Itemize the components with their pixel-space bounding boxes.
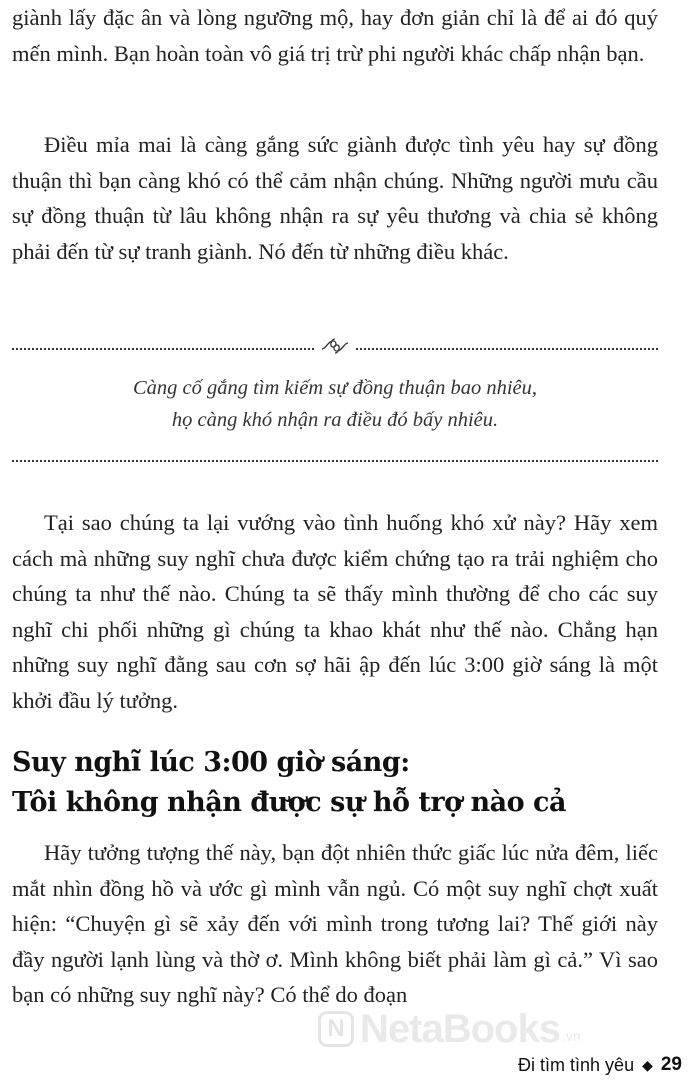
pull-quote-line-2: họ càng khó nhận ra điều đó bấy nhiêu. <box>171 409 499 431</box>
ornament-flourish-icon <box>314 337 356 357</box>
diamond-icon: ◆ <box>642 1056 653 1073</box>
watermark-suffix: .vn <box>561 1028 581 1044</box>
section-heading-line-1: Suy nghĩ lúc 3:00 giờ sáng: <box>12 747 410 778</box>
page-footer <box>518 1054 682 1076</box>
running-title: Đi tìm tình yêu <box>518 1054 635 1075</box>
page-number: 29 <box>660 1054 682 1075</box>
paragraph-continued: giành lấy đặc ân và lòng ngưỡng mộ, hay đơn giản chỉ là để ai đó quý mến mình. Bạn hoàn toàn vô giá trị trừ phi người khác chấp nhận bạn. <box>12 5 658 66</box>
pull-quote-line-1: Càng cố gắng tìm kiếm sự đồng thuận bao nhiêu, <box>132 377 538 399</box>
pull-quote <box>12 372 658 436</box>
netabooks-logo-icon: N <box>318 1011 354 1047</box>
quote-divider-bottom <box>12 460 658 462</box>
quote-divider-top <box>12 348 658 350</box>
netabooks-watermark <box>318 1004 581 1054</box>
paragraph-imagine: Hãy tưởng tượng thế này, bạn đột nhiên thức giấc lúc nửa đêm, liếc mắt nhìn đồng hồ và ước gì mình vẫn ngủ. Có một suy nghĩ chợt xuất hiện: “Chuyện gì sẽ xảy đến với mình trong tương lai? Thế giới này đầy người lạnh lùng và thờ ơ. Mình không biết phải làm gì cả.” Vì sao bạn có những suy nghĩ này? Có thể do đoạn <box>12 840 658 1007</box>
paragraph-irony: Điều mỉa mai là càng gắng sức giành được tình yêu hay sự đồng thuận thì bạn càng khó có thể cảm nhận chúng. Những người mưu cầu sự đồng thuận từ lâu không nhận ra sự yêu thương và chia sẻ không phải đến từ sự tranh giành. Nó đến từ những điều khác. <box>12 132 658 264</box>
paragraph-dilemma: Tại sao chúng ta lại vướng vào tình huống khó xử này? Hãy xem cách mà những suy nghĩ chưa được kiểm chứng tạo ra trải nghiệm cho chúng ta như thế nào. Chúng ta sẽ thấy mình thường để cho các suy nghĩ chi phối những gì chúng ta khao khát như thế nào. Chẳng hạn những suy nghĩ đằng sau cơn sợ hãi ập đến lúc 3:00 giờ sáng là một khởi đầu lý tưởng. <box>12 510 658 713</box>
section-heading-line-2: Tôi không nhận được sự hỗ trợ nào cả <box>12 787 566 818</box>
section-heading <box>12 743 672 823</box>
watermark-text: NetaBooks <box>360 1006 560 1051</box>
